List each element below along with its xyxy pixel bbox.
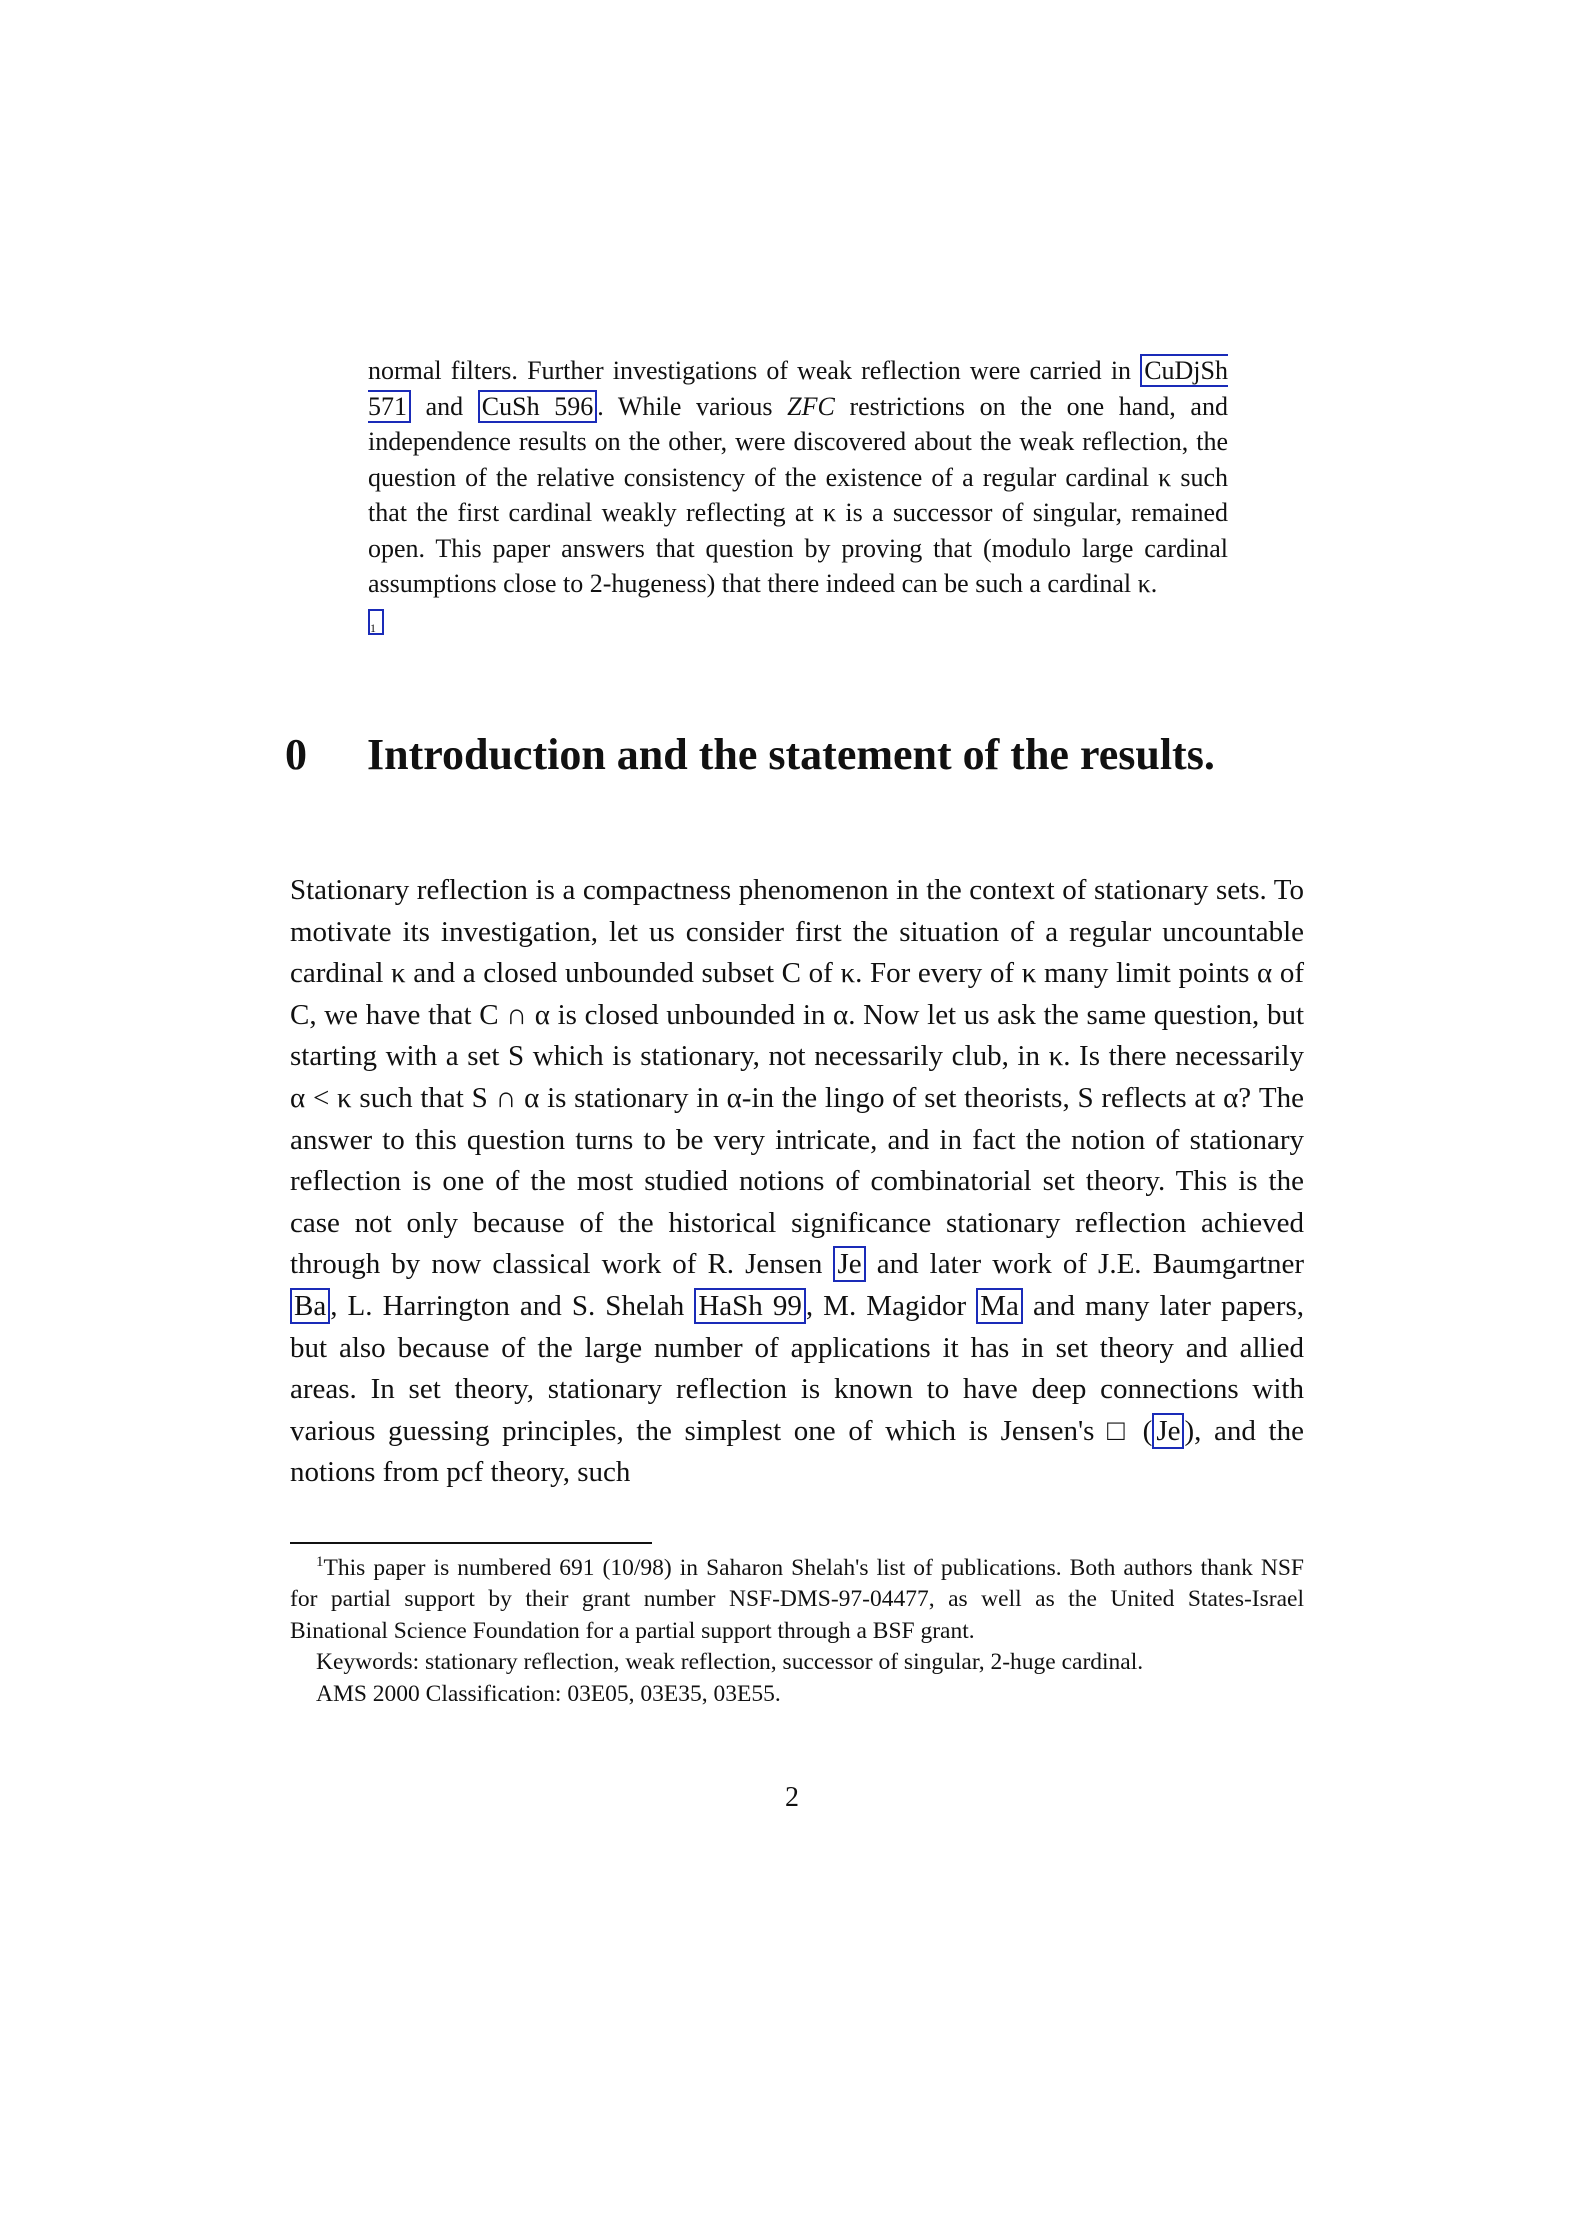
abstract-text: . While various — [597, 391, 788, 421]
body-text: and many later papers, but also because of the large number of applications it has in set theory and allied areas. In set theory, stationary reflection is known to have deep connections with various guessing principles, the simplest one of which is Jensen's □ ( — [290, 1289, 1304, 1447]
citation-link[interactable]: HaSh 99 — [694, 1288, 806, 1324]
footnote-text: This paper is numbered 691 (10/98) in Saharon Shelah's list of publications. Both authors thank NSF for partial support by their grant number NSF-DMS-97-04477, as well as the United States-Israel Binational Science Foundation for a partial support through a BSF grant. — [290, 1554, 1304, 1644]
abstract-text: restrictions on the one hand, and independence results on the other, were discovered about the weak reflection, the question of the relative consistency of the existence of a regular cardinal κ such that the first cardinal weakly reflecting at κ is a successor of singular, remained open. This paper answers that question by proving that (modulo large cardinal assumptions close to 2-hugeness) that there indeed can be such a cardinal κ. — [368, 391, 1228, 598]
citation-link[interactable]: CuSh 596 — [478, 390, 597, 423]
body-text: and later work of J.E. Baumgartner — [865, 1248, 1305, 1281]
citation-link[interactable]: Je — [1152, 1413, 1184, 1449]
citation-link[interactable]: Ba — [290, 1288, 330, 1324]
footnote-ams: AMS 2000 Classification: 03E05, 03E35, 03E55. — [316, 1680, 781, 1707]
citation-link[interactable]: CuDjSh 571 — [368, 356, 1228, 421]
section-number: 0 — [285, 730, 307, 779]
footnote-mark: 1 — [316, 1554, 324, 1570]
page-number: 2 — [785, 1782, 799, 1813]
footnote-keywords: Keywords: stationary reflection, weak reflection, successor of singular, 2-huge cardinal. — [316, 1649, 1144, 1676]
footnote-ref: 1 — [370, 620, 376, 635]
citation-link[interactable]: Ma — [976, 1288, 1023, 1324]
body-text: Stationary reflection is a compactness phenomenon in the context of stationary sets. To motivate its investigation, let us consider first the situation of a regular uncountable cardinal κ and a closed unbounded subset C of κ. For every of κ many limit points α of C, we have that C ∩ α is closed unbounded in α. Now let us ask the same question, but starting with a set S which is stationary, not necessarily club, in κ. Is there necessarily α < κ such that S ∩ α is stationary in α-in the lingo of set theorists, S reflects at α? The answer to this question turns to be very intricate, and in fact the notion of stationary reflection is one of the most studied notions of combinatorial set theory. This is the case not only because of the historical significance stationary reflection achieved through by now classical work of R. Jensen — [290, 874, 1304, 1281]
body-text: , M. Magidor — [805, 1289, 977, 1322]
citation-link[interactable]: Je — [833, 1246, 865, 1282]
footnote — [290, 1547, 1304, 1710]
footnote-link[interactable] — [368, 609, 384, 635]
footnote-rule — [290, 1542, 652, 1544]
body-text: ), and the notions from pcf theory, such — [290, 1414, 1304, 1489]
body-paragraph — [290, 870, 1304, 1494]
section-title: Introduction and the statement of the results. — [367, 730, 1215, 779]
abstract-text: normal filters. Further investigations of weak reflection were carried in — [368, 356, 1141, 385]
body-text: , L. Harrington and S. Shelah — [330, 1289, 695, 1322]
math-text: ZFC — [787, 391, 835, 421]
abstract-paragraph — [368, 353, 1228, 637]
abstract-text: and — [411, 391, 478, 421]
